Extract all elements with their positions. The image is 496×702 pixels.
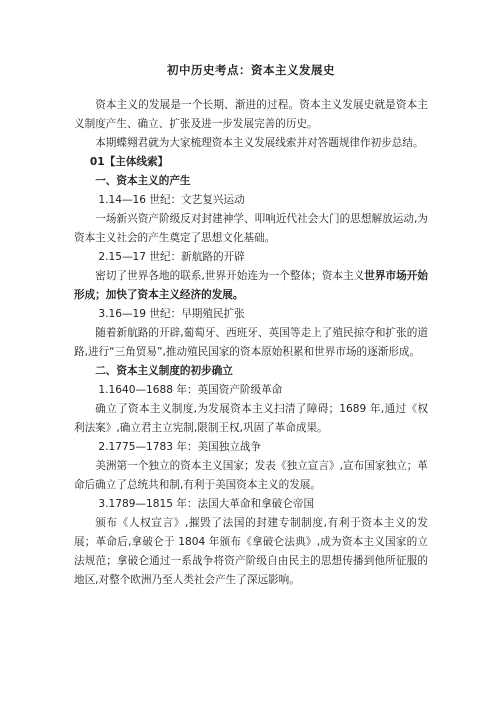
item-title: 1.1640—1688 年：英国资产阶级革命 — [98, 384, 283, 396]
item-body: 确立了资本主义制度,为发展资本主义扫清了障碍；1689 年,通过《权利法案》,确立君主立宪制,限制王权,巩固了革命成果。 — [74, 403, 428, 434]
item-title: 2.1775—1783 年：美国独立战争 — [98, 441, 262, 453]
intro-paragraph: 资本主义的发展是一个长期、渐进的过程。资本主义发展史就是资本主义制度产生、确立、扩张及进一步发展完善的历史。 — [74, 99, 428, 130]
heading-1: 一、资本主义的产生 — [95, 175, 191, 187]
item-body-bold: 世界市场开始形成；加快了资本主义经济的发展。 — [74, 270, 428, 301]
item-title: 3.1789—1815 年：法国大革命和拿破仑帝国 — [98, 498, 315, 510]
section-heading: 01【主体线索】 — [89, 156, 169, 168]
heading-2: 二、资本主义制度的初步确立 — [95, 365, 233, 377]
item-body: 颁布《人权宣言》,摧毁了法国的封建专制制度,有利于资本主义的发展；革命后,拿破仑于 1804 年颁布《拿破仑法典》,成为资本主义国家的立法规范；拿破仑通过一系战争将资产阶级自由民主的思想传播到他所征服的地区,对整个欧洲乃至人类社会产生了深远影响。 — [74, 517, 428, 586]
item-body: 随着新航路的开辟,葡萄牙、西班牙、英国等走上了殖民掠夺和扩张的道路,进行“三角贸易”,推动殖民国家的资本原始积累和世界市场的逐渐形成。 — [74, 327, 428, 358]
item-body — [74, 267, 428, 305]
item-body: 一场新兴资产阶级反对封建神学、叩响近代社会大门的思想解放运动,为资本主义社会的产生奠定了思想文化基础。 — [74, 213, 428, 244]
item-title: 2.15—17 世纪：新航路的开辟 — [98, 251, 245, 263]
item-title: 3.16—19 世纪：早期殖民扩张 — [98, 308, 245, 320]
item-title: 1.14—16 世纪：文艺复兴运动 — [98, 194, 245, 206]
intro-paragraph-2: 本期蝶翙君就为大家梳理资本主义发展线索并对答题规律作初步总结。 — [95, 137, 424, 149]
item-body: 美洲第一个独立的资本主义国家；发表《独立宣言》,宣布国家独立；革命后确立了总统共和制,有利于美国资本主义的发展。 — [74, 460, 428, 491]
item-body-text: 密切了世界各地的联系,世界开始连为一个整体；资本主义 — [95, 270, 365, 282]
document-title: 初中历史考点：资本主义发展史 — [167, 63, 335, 77]
